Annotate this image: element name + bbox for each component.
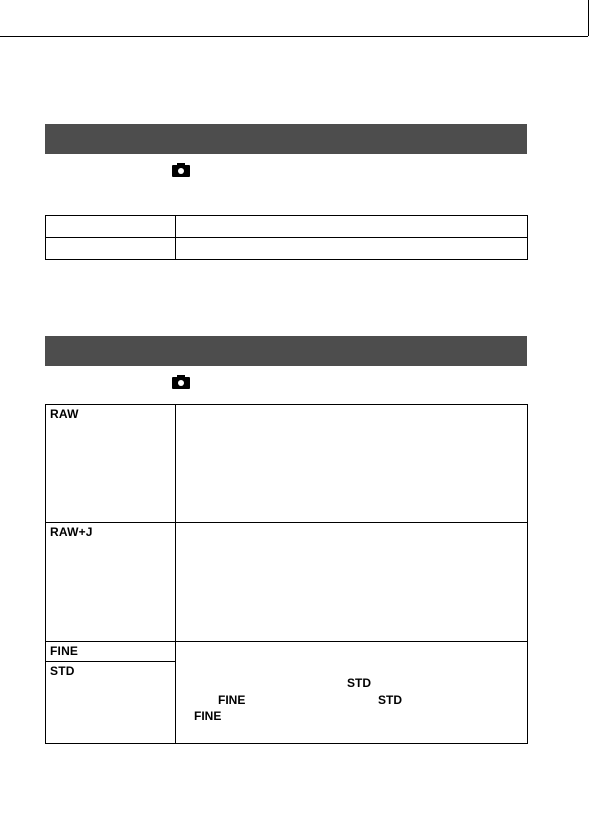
table-row bbox=[46, 405, 528, 523]
option-raw-jpeg: RAW+J bbox=[50, 525, 93, 539]
option-cell bbox=[46, 405, 176, 523]
inline-label-std: STD bbox=[378, 693, 402, 707]
menu-path-2 bbox=[45, 375, 527, 393]
option-cell bbox=[46, 523, 176, 642]
table-row bbox=[46, 523, 528, 642]
camera-icon bbox=[172, 163, 190, 177]
inline-label-fine: FINE bbox=[194, 709, 222, 723]
quality-table bbox=[45, 404, 528, 744]
option-std-cell bbox=[46, 662, 175, 680]
inline-label-std: STD bbox=[347, 676, 371, 690]
option-fine: FINE bbox=[50, 644, 79, 658]
settings-table-1 bbox=[45, 215, 528, 260]
section-header-2 bbox=[45, 336, 527, 366]
page-edge-rule bbox=[588, 0, 589, 36]
description-cell bbox=[176, 216, 528, 238]
table-row bbox=[46, 216, 528, 238]
camera-icon bbox=[172, 375, 190, 389]
option-cell bbox=[46, 238, 176, 260]
option-cell bbox=[46, 642, 176, 744]
table-row bbox=[46, 238, 528, 260]
description-cell bbox=[176, 523, 528, 642]
section-header-1 bbox=[45, 124, 527, 154]
option-std: STD bbox=[50, 664, 75, 678]
option-fine-cell bbox=[46, 642, 175, 662]
description-cell bbox=[176, 405, 528, 523]
option-raw: RAW bbox=[50, 407, 79, 421]
header-rule bbox=[0, 36, 588, 37]
description-cell bbox=[176, 238, 528, 260]
menu-path-1 bbox=[45, 163, 527, 181]
table-row bbox=[46, 642, 528, 744]
inline-label-fine: FINE bbox=[218, 693, 246, 707]
option-cell bbox=[46, 216, 176, 238]
